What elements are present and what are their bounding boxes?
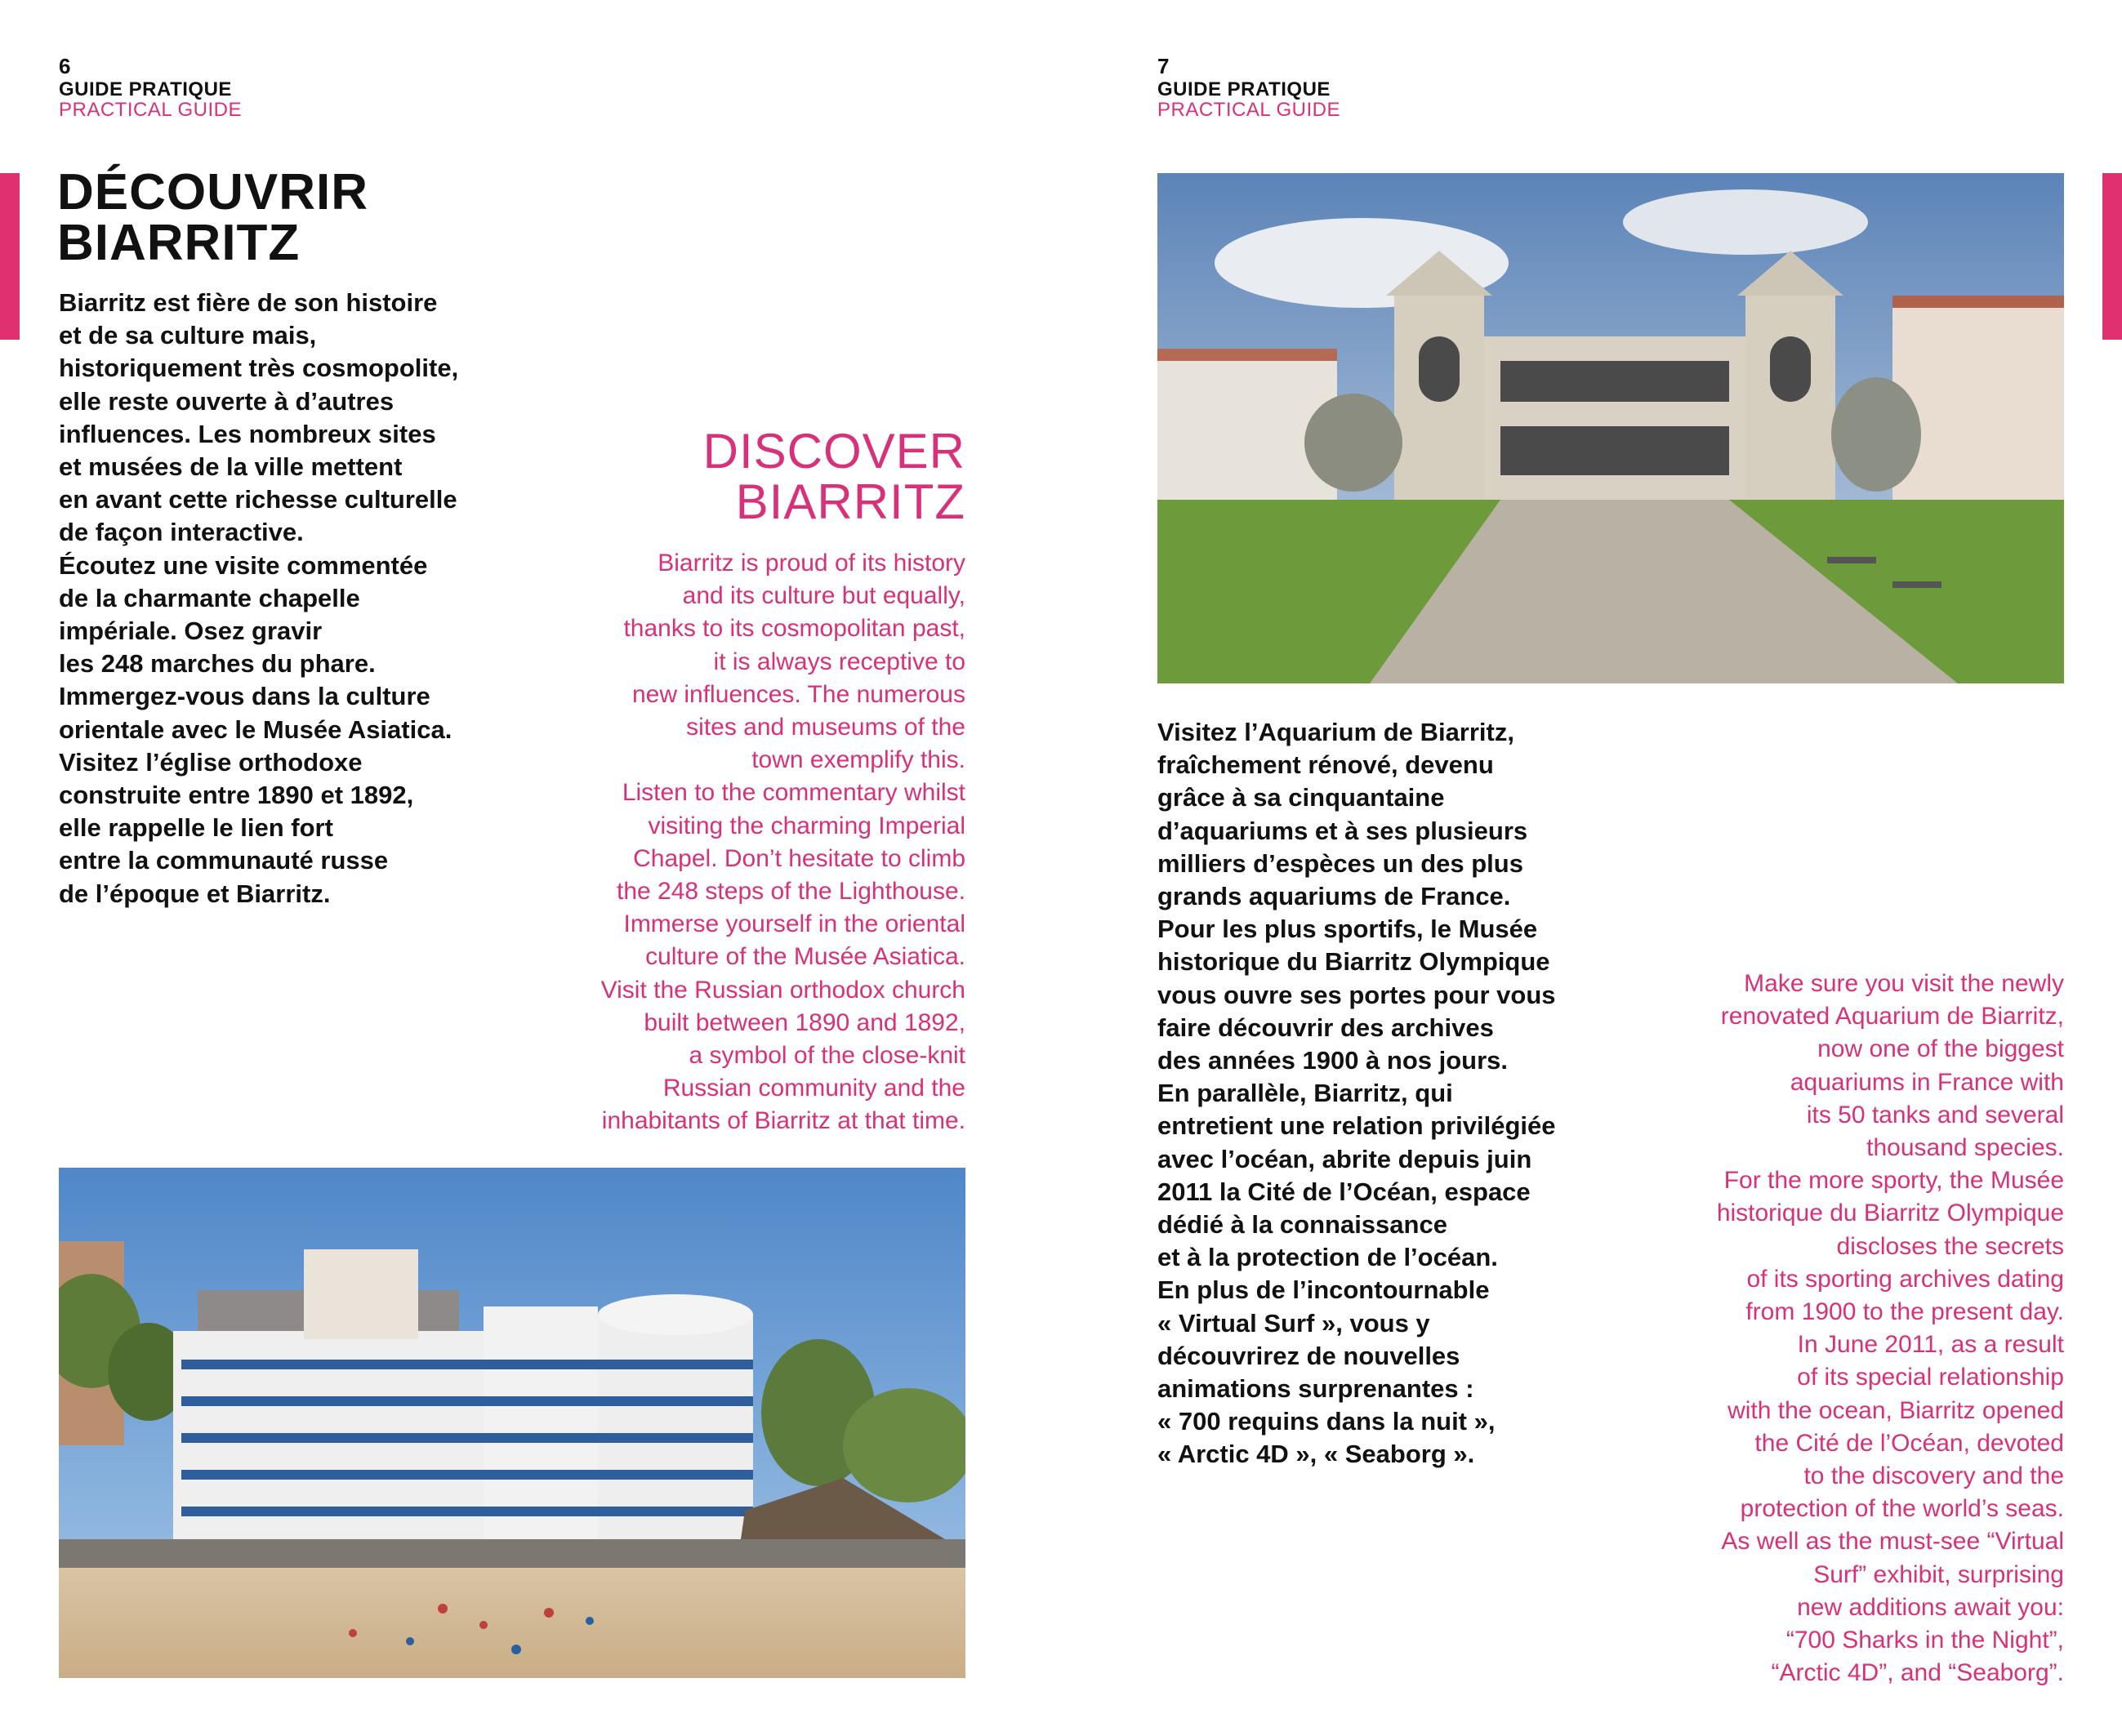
body-line: grâce à sa cinquantaine [1157,783,1445,812]
body-line: découvrirez de nouvelles [1157,1341,1460,1370]
page-number-left: 6 [59,54,71,78]
body-line: renovated Aquarium de Biarritz, [1720,1003,2064,1030]
body-line: and its culture but equally, [682,582,965,610]
body-line: Visitez l’Aquarium de Biarritz, [1157,718,1514,746]
body-line: de la charmante chapelle [59,583,360,612]
body-line: its 50 tanks and several [1806,1101,2064,1128]
body-line: with the ocean, Biarritz opened [1727,1396,2064,1424]
body-line: et musées de la ville mettent [59,452,403,482]
body-line: « Virtual Surf », vous y [1157,1308,1430,1338]
body-line: culture of the Musée Asiatica. [645,943,965,971]
body-line: historique du Biarritz Olympique [1157,947,1550,977]
section-label-en-right: PRACTICAL GUIDE [1157,99,1340,121]
body-line: influences. Les nombreux sites [59,419,436,448]
body-line: des années 1900 à nos jours. [1157,1046,1509,1075]
body-line: 2011 la Cité de l’Océan, espace [1157,1177,1531,1206]
body-line: de façon interactive. [59,518,304,547]
body-line: d’aquariums et à ses plusieurs [1157,816,1528,845]
body-line: the Cité de l’Océan, devoted [1754,1429,2064,1457]
body-line: Listen to the commentary whilst [622,779,965,807]
section-label-fr-left: GUIDE PRATIQUE [59,78,232,100]
body-line: new additions await you: [1797,1593,2064,1621]
body-line: protection of the world’s seas. [1740,1495,2064,1523]
body-fr-right [1157,716,1556,1471]
body-line: Surf” exhibit, surprising [1813,1560,2064,1588]
body-line: Pour les plus sportifs, le Musée [1157,915,1538,944]
body-line: et à la protection de l’océan. [1157,1243,1498,1272]
body-line: entretient une relation privilégiée [1157,1111,1556,1141]
title-en-line-1: DISCOVER [702,424,965,479]
body-line: Écoutez une visite commentée [59,550,428,580]
body-line: Visitez l’église orthodoxe [59,747,363,777]
title-fr-line-2: BIARRITZ [57,215,301,271]
body-line: orientale avec le Musée Asiatica. [59,714,452,744]
page-number-right: 7 [1157,54,1170,78]
body-line: to the discovery and the [1803,1462,2064,1490]
body-line: impériale. Osez gravir [59,617,323,646]
body-line: town exemplify this. [751,746,965,774]
body-line: vous ouvre ses portes pour vous [1157,980,1556,1009]
title-fr [57,164,369,271]
section-tab-left [0,173,20,340]
body-line: a symbol of the close-knit [689,1042,965,1070]
body-line: entre la communauté russe [59,846,389,875]
body-line: En parallèle, Biarritz, qui [1157,1079,1453,1108]
body-line: of its special relationship [1797,1364,2064,1391]
body-line: animations surprenantes : [1157,1374,1474,1404]
body-en-right [1717,968,2064,1689]
photo-beach-building-art [59,1168,965,1678]
body-line: In June 2011, as a result [1797,1331,2064,1359]
body-line: As well as the must-see “Virtual [1721,1528,2064,1556]
body-line: inhabitants of Biarritz at that time. [601,1107,965,1135]
body-line: visiting the charming Imperial [648,812,965,839]
title-en-line-2: BIARRITZ [735,474,965,529]
body-line: the 248 steps of the Lighthouse. [617,878,965,906]
body-line: now one of the biggest [1817,1035,2064,1063]
photo-casino-garden [1157,173,2064,683]
section-label-fr-right: GUIDE PRATIQUE [1157,78,1331,100]
section-tab-right [2102,173,2122,340]
body-line: historiquement très cosmopolite, [59,354,459,383]
body-line: milliers d’espèces un des plus [1157,848,1523,878]
title-fr-line-1: DÉCOUVRIR [57,164,369,220]
body-line: Chapel. Don’t hesitate to climb [633,844,965,872]
body-line: it is always receptive to [713,648,965,675]
body-line: faire découvrir des archives [1157,1013,1494,1042]
body-line: new influences. The numerous [631,680,965,708]
section-label-en-left: PRACTICAL GUIDE [59,99,242,121]
body-line: Immerse yourself in the oriental [623,910,965,938]
body-line: discloses the secrets [1836,1232,2064,1260]
body-line: built between 1890 and 1892, [644,1008,965,1036]
body-line: Make sure you visit the newly [1744,970,2064,997]
body-line: et de sa culture mais, [59,321,317,350]
body-line: fraîchement rénové, devenu [1157,750,1494,780]
body-line: « Arctic 4D », « Seaborg ». [1157,1440,1475,1469]
body-line: Russian community and the [662,1075,965,1102]
body-line: construite entre 1890 et 1892, [59,781,414,810]
body-line: de l’époque et Biarritz. [59,879,331,908]
body-line: elle rappelle le lien fort [59,813,333,843]
body-line: of its sporting archives dating [1746,1265,2064,1293]
body-line: dédié à la connaissance [1157,1210,1447,1240]
body-line: thanks to its cosmopolitan past, [623,615,965,643]
body-line: “Arctic 4D”, and “Seaborg”. [1771,1659,2064,1687]
body-line: For the more sporty, the Musée [1723,1167,2064,1195]
body-en-left [601,547,965,1138]
body-line: En plus de l’incontournable [1157,1275,1490,1305]
body-line: Biarritz est fière de son histoire [59,288,438,317]
body-line: “700 Sharks in the Night”, [1785,1627,2064,1654]
body-line: Biarritz is proud of its history [658,550,965,576]
body-line: grands aquariums de France. [1157,882,1511,911]
body-line: en avant cette richesse culturelle [59,485,457,514]
body-line: Immergez-vous dans la culture [59,682,430,711]
body-line: « 700 requins dans la nuit », [1157,1407,1496,1436]
body-line: thousand species. [1866,1134,2064,1162]
body-line: from 1900 to the present day. [1745,1298,2064,1326]
body-line: sites and museums of the [686,714,965,741]
body-line: historique du Biarritz Olympique [1716,1200,2064,1227]
photo-beach-building [59,1168,965,1678]
body-line: aquariums in France with [1790,1068,2064,1096]
body-line: avec l’océan, abrite depuis juin [1157,1144,1532,1173]
body-fr-left [59,287,458,910]
photo-casino-garden-art [1157,173,2064,683]
title-en [703,426,965,527]
body-line: Visit the Russian orthodox church [600,976,965,1004]
body-line: les 248 marches du phare. [59,649,376,679]
body-line: elle reste ouverte à d’autres [59,386,395,416]
